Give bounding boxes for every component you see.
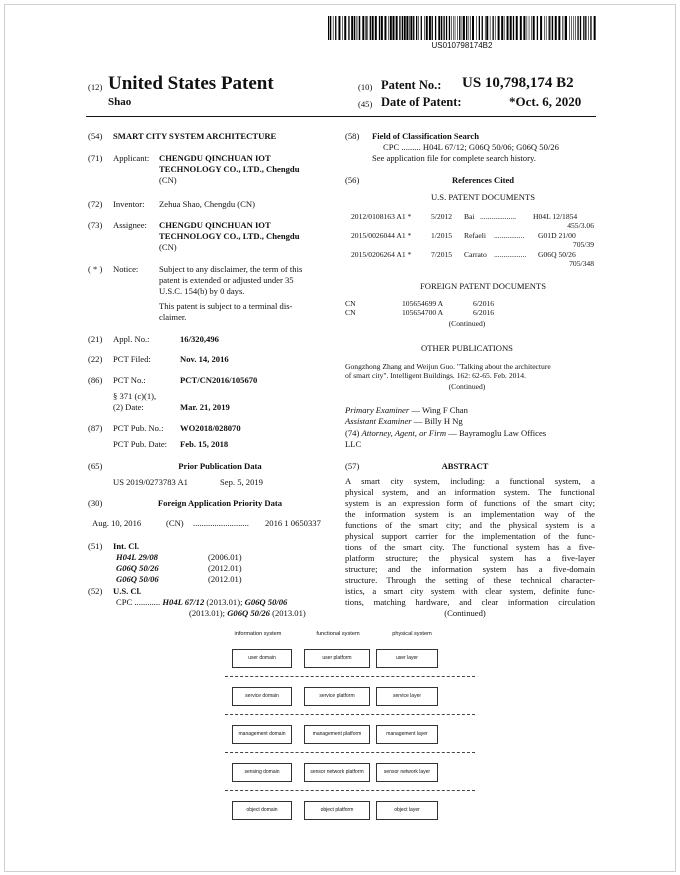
code-12: (12) [88, 82, 103, 92]
pct-pub-date-label: PCT Pub. Date: [113, 439, 168, 449]
us-cl-line-1 [116, 597, 287, 607]
barcode-bar [396, 16, 398, 40]
primary-examiner-name: — Wing F Chan [409, 405, 468, 415]
pct-date-label: (2) Date: [113, 402, 144, 412]
barcode-bar [404, 16, 406, 40]
barcode-bar [565, 16, 567, 40]
int-cl-date-2: (2012.01) [208, 563, 242, 573]
us-cl-label: U.S. Cl. [113, 586, 142, 596]
diagram-header: physical system [392, 631, 432, 637]
pct-pub-date-value: Feb. 15, 2018 [180, 439, 229, 449]
us-doc-code: H04L 12/1854 [533, 212, 578, 221]
us-doc-dots: ................ [494, 231, 525, 240]
us-cl-date-3: (2013.01) [269, 608, 306, 618]
foreign-doc-number: 105654699 A [402, 299, 444, 308]
barcode-bar [551, 16, 552, 40]
barcode-bar [569, 16, 570, 40]
barcode-bar [333, 16, 334, 40]
foreign-priority-title: Foreign Application Priority Data [157, 498, 283, 508]
us-doc-code-2: 705/39 [572, 240, 594, 249]
code-30: (30) [88, 498, 103, 508]
barcode-bar [351, 16, 353, 40]
barcode-bar [384, 16, 386, 40]
pct-371-line: § 371 (c)(1), [113, 391, 157, 401]
barcode-bar [432, 16, 433, 40]
diagram-box: object domain [232, 801, 292, 820]
barcode-bar [504, 16, 505, 40]
barcode-bar [507, 16, 509, 40]
us-doc-code-2: 705/348 [569, 259, 594, 268]
date-of-patent: *Oct. 6, 2020 [509, 94, 582, 109]
architecture-diagram [200, 622, 480, 832]
barcode-bar [372, 16, 374, 40]
pct-pub-no-value: WO2018/028070 [180, 423, 241, 433]
barcode-bar [459, 16, 460, 40]
barcode-bar [390, 16, 392, 40]
barcode-bar [429, 16, 431, 40]
barcode-bar [393, 16, 395, 40]
barcode-bar [540, 16, 542, 40]
barcode-bar [342, 16, 343, 40]
barcode-bar [531, 16, 532, 40]
barcode-bar [495, 16, 496, 40]
diagram-box: user layer [376, 649, 438, 668]
barcode-bar [470, 16, 471, 40]
assignee-label: Assignee: [113, 220, 147, 230]
foreign-doc-country: CN [345, 308, 356, 317]
us-cl-code-1: H04L 67/12 [162, 597, 205, 607]
pct-pub-no-label: PCT Pub. No.: [113, 423, 164, 433]
barcode-bar [379, 16, 380, 40]
priority-dots: .......................... [193, 518, 249, 528]
barcode-bar [388, 16, 389, 40]
assignee-line-2: TECHNOLOGY CO., LTD., Chengdu [159, 231, 300, 241]
barcode-bar [335, 16, 336, 40]
barcode-bar [501, 16, 503, 40]
diagram-header: functional system [316, 631, 360, 637]
foreign-doc-date: 6/2016 [473, 308, 495, 317]
us-doc-code: G06Q 50/26 [538, 250, 576, 259]
classification-note: See application file for complete search history. [372, 153, 536, 163]
priority-number: 2016 1 0650337 [265, 518, 321, 528]
barcode-bar [441, 16, 442, 40]
barcode-bar [424, 16, 425, 40]
us-doc-number: 2012/0108163 A1 * [351, 212, 412, 221]
pct-no-label: PCT No.: [113, 375, 146, 385]
barcode-bar [362, 16, 364, 40]
appl-no-label: Appl. No.: [113, 334, 150, 344]
other-publications-title: OTHER PUBLICATIONS [421, 343, 513, 353]
diagram-box: service platform [304, 687, 370, 706]
diagram-box: management platform [304, 725, 370, 744]
notice-line-4: This patent is subject to a terminal dis- [159, 301, 293, 311]
barcode-bar [451, 16, 452, 40]
foreign-documents-title: FOREIGN PATENT DOCUMENTS [419, 281, 547, 291]
us-doc-number: 2015/0026044 A1 * [351, 231, 412, 240]
code-73: (73) [88, 220, 103, 230]
diagram-box: service layer [376, 687, 438, 706]
abstract-continued: (Continued) [444, 608, 486, 618]
applicant-line-1: CHENGDU QINCHUAN IOT [159, 153, 271, 163]
code-54: (54) [88, 131, 103, 141]
classification-search-title: Field of Classification Search [372, 131, 480, 141]
diagram-separator [225, 714, 475, 715]
barcode-bar [472, 16, 474, 40]
appl-no-value: 16/320,496 [180, 334, 219, 344]
code-10: (10) [358, 82, 373, 92]
other-publication-line-2: of smart city". Intelligent Buildings. 162: 62-65. Feb. 2014. [345, 371, 526, 380]
us-cl-line-2 [189, 608, 306, 618]
barcode-bar [359, 16, 360, 40]
assignee-line-3: (CN) [159, 242, 177, 252]
notice-line-5: claimer. [159, 312, 187, 322]
assistant-examiner-label: Assistant Examiner [345, 416, 412, 426]
diagram-separator [225, 676, 475, 677]
barcode-bar [564, 16, 565, 40]
prior-pub-number: US 2019/0273783 A1 [113, 477, 188, 487]
barcode-bar [520, 16, 522, 40]
us-cl-date-1: (2013.01); [204, 597, 245, 607]
diagram-header: information system [234, 631, 282, 637]
code-86: (86) [88, 375, 103, 385]
notice-line-1: Subject to any disclaimer, the term of this [159, 264, 303, 274]
abstract-line: structure; and the information system has a five-domain [345, 564, 595, 574]
barcode-bar [462, 16, 463, 40]
barcode-bar [406, 16, 408, 40]
us-cl-code-2: G06Q 50/06 [244, 597, 288, 607]
barcode-bar [482, 16, 483, 40]
code-74: (74) [345, 428, 362, 438]
diagram-box: user domain [232, 649, 292, 668]
us-doc-date: 5/2012 [431, 212, 453, 221]
us-cl-code-3: G06Q 50/26 [227, 608, 270, 618]
applicant-line-3: (CN) [159, 175, 177, 185]
abstract-line: structure. Through the setting of these technical character- [345, 575, 595, 585]
header-rule [86, 116, 596, 117]
barcode-bar [510, 16, 512, 40]
barcode-bar [421, 16, 422, 40]
attorney-line-2: LLC [345, 439, 362, 449]
us-doc-name: Bai [464, 212, 475, 221]
barcode-bar [558, 16, 560, 40]
barcode-bar [588, 16, 589, 40]
int-cl-code-1: H04L 29/08 [116, 552, 158, 562]
abstract-line: system is an expression form of functions of the smart city; [345, 498, 595, 508]
inventor-short-name: Shao [108, 96, 132, 108]
abstract-line: platform structure; the physical system has a five-layer [345, 553, 595, 563]
references-cited-title: References Cited [451, 175, 515, 185]
int-cl-date-1: (2006.01) [208, 552, 242, 562]
applicant-label: Applicant: [113, 153, 150, 163]
code-52: (52) [88, 586, 103, 596]
classification-cpc: CPC ......... H04L 67/12; G06Q 50/06; G06Q 50/26 [383, 142, 559, 152]
us-documents-title: U.S. PATENT DOCUMENTS [430, 192, 536, 202]
diagram-separator [225, 752, 475, 753]
barcode-bar [435, 16, 436, 40]
diagram-box: management domain [232, 725, 292, 744]
abstract-line: physical system, and an information system. The functional [345, 487, 595, 497]
us-cl-cpc: CPC [116, 597, 133, 607]
patent-no-label: Patent No.: [381, 78, 442, 92]
barcode-bar [549, 16, 550, 40]
barcode-bar [367, 16, 368, 40]
barcode-bar [533, 16, 535, 40]
notice-label: Notice: [113, 264, 139, 274]
barcode-bar [594, 16, 596, 40]
foreign-doc-country: CN [345, 299, 356, 308]
diagram-box: user platform [304, 649, 370, 668]
barcode-bar [476, 16, 477, 40]
barcode-bar [338, 16, 340, 40]
barcode-bar [552, 16, 553, 40]
document-title: United States Patent [108, 73, 274, 94]
abstract-line: functions of the smart city; and the physical system is a [345, 520, 595, 530]
barcode-bar [479, 16, 480, 40]
barcode-bar [455, 16, 456, 40]
barcode-bar [486, 16, 488, 40]
us-doc-name: Carrato [464, 250, 487, 259]
abstract-line: A smart city system, including: a functional system, a [345, 476, 595, 486]
us-doc-code: G01D 21/00 [538, 231, 576, 240]
barcode-bar [590, 16, 591, 40]
barcode-bar [555, 16, 557, 40]
us-doc-dots: ................... [480, 212, 517, 221]
int-cl-code-2: G06Q 50/26 [116, 563, 159, 573]
abstract-line: istics, a smart city system with clear system, definite func- [345, 586, 595, 596]
diagram-box: object platform [304, 801, 370, 820]
barcode-bar [370, 16, 371, 40]
barcode-bar [446, 16, 447, 40]
inventor-value: Zehua Shao, Chengdu (CN) [159, 199, 255, 209]
barcode-bar [449, 16, 450, 40]
code-87: (87) [88, 423, 103, 433]
barcode-bar [402, 16, 403, 40]
barcode-bar [583, 16, 584, 40]
diagram-box: object layer [376, 801, 438, 820]
us-doc-number: 2015/0206264 A1 * [351, 250, 412, 259]
attorney-name: — Bayramoglu Law Offices [446, 428, 547, 438]
abstract-title: ABSTRACT [441, 461, 489, 471]
us-doc-code-2: 455/3.06 [567, 221, 594, 230]
code-45: (45) [358, 99, 373, 109]
barcode-bar [375, 16, 377, 40]
abstract-line: physical support carrier for the implementation of the func- [345, 531, 595, 541]
barcode-bar [466, 16, 467, 40]
barcode-bar [537, 16, 538, 40]
barcode-bar [516, 16, 518, 40]
code-71: (71) [88, 153, 103, 163]
barcode-bar [443, 16, 444, 40]
barcode-bar [399, 16, 400, 40]
invention-title: SMART CITY SYSTEM ARCHITECTURE [113, 131, 277, 141]
pct-filed-value: Nov. 14, 2016 [180, 354, 229, 364]
foreign-doc-date: 6/2016 [473, 299, 495, 308]
notice-line-3: U.S.C. 154(b) by 0 days. [159, 286, 245, 296]
barcode-bar [330, 16, 331, 40]
barcode-bar [354, 16, 355, 40]
other-publication-line-1: Gongzhong Zhang and Weijun Guo. "Talking about the architecture [345, 362, 551, 371]
pct-371-date: Mar. 21, 2019 [180, 402, 230, 412]
prior-pub-title: Prior Publication Data [178, 461, 262, 471]
diagram-box: service domain [232, 687, 292, 706]
barcode-bar [457, 16, 458, 40]
diagram-box: sensing domain [232, 763, 292, 782]
barcode-bar [344, 16, 346, 40]
diagram-box: sensor network layer [376, 763, 438, 782]
us-doc-date: 1/2015 [431, 231, 453, 240]
barcode-bar [358, 16, 359, 40]
notice-line-2: patent is extended or adjusted under 35 [159, 275, 294, 285]
diagram-box: management layer [376, 725, 438, 744]
barcode-bar [562, 16, 563, 40]
barcode-bar [529, 16, 530, 40]
attorney-label: Attorney, Agent, or Firm [361, 428, 447, 438]
attorney [345, 428, 546, 438]
barcode-bar [493, 16, 494, 40]
int-cl-date-3: (2012.01) [208, 574, 242, 584]
barcode-bar [523, 16, 525, 40]
priority-country: (CN) [166, 518, 184, 528]
abstract-line: tions, matching hardware, and clear information circulation [345, 597, 595, 607]
barcode-bar [409, 16, 410, 40]
date-of-patent-label: Date of Patent: [381, 95, 462, 109]
abstract-line: the information system is an implementation way of the [345, 509, 595, 519]
diagram-separator [225, 790, 475, 791]
barcode-bar [438, 16, 440, 40]
barcode-bar [463, 16, 465, 40]
barcode-bar [573, 16, 574, 40]
barcode-bar [580, 16, 581, 40]
code-57: (57) [345, 461, 360, 471]
diagram-box: sensor network platform [304, 763, 370, 782]
barcode-bar [527, 16, 528, 40]
code-56: (56) [345, 175, 360, 185]
barcode-bar [498, 16, 500, 40]
barcode-bar [490, 16, 491, 40]
us-cl-date-2: (2013.01); [189, 608, 228, 618]
barcode-bar [328, 16, 329, 40]
code-21: (21) [88, 334, 103, 344]
primary-examiner-label: Primary Examiner [345, 405, 410, 415]
patent-number: US 10,798,174 B2 [462, 75, 574, 91]
references-continued: (Continued) [448, 319, 486, 328]
pct-no-value: PCT/CN2016/105670 [180, 375, 258, 385]
us-doc-date: 7/2015 [431, 250, 453, 259]
barcode-bar [577, 16, 578, 40]
barcode-bar [575, 16, 576, 40]
assistant-examiner-name: — Billy H Ng [411, 416, 463, 426]
barcode-bar [348, 16, 349, 40]
abstract-line: tions of the smart city. The functional system has a five- [345, 542, 595, 552]
code-58: (58) [345, 131, 360, 141]
assistant-examiner [345, 416, 463, 426]
us-cl-dots: ............ [134, 597, 161, 607]
barcode-bar [513, 16, 514, 40]
barcode-bar [485, 16, 486, 40]
code-22: (22) [88, 354, 103, 364]
code-notice: ( * ) [88, 264, 103, 274]
barcode [328, 16, 596, 40]
barcode-bar [469, 16, 470, 40]
barcode-bar [453, 16, 454, 40]
barcode-bar [426, 16, 428, 40]
us-doc-name: Refaeli [464, 231, 486, 240]
foreign-doc-number: 105654700 A [402, 308, 444, 317]
other-publications-continued: (Continued) [448, 382, 486, 391]
barcode-bar [416, 16, 417, 40]
pct-filed-label: PCT Filed: [113, 354, 151, 364]
int-cl-label: Int. Cl. [113, 541, 140, 551]
barcode-bar [410, 16, 412, 40]
code-51: (51) [88, 541, 103, 551]
inventor-label: Inventor: [113, 199, 145, 209]
code-65: (65) [88, 461, 103, 471]
barcode-bar [356, 16, 357, 40]
barcode-bar [418, 16, 419, 40]
int-cl-code-3: G06Q 50/06 [116, 574, 159, 584]
barcode-bar [571, 16, 572, 40]
priority-date: Aug. 10, 2016 [92, 518, 142, 528]
assignee-line-1: CHENGDU QINCHUAN IOT [159, 220, 271, 230]
applicant-line-2: TECHNOLOGY CO., LTD., Chengdu [159, 164, 300, 174]
barcode-bar [544, 16, 545, 40]
us-doc-dots: ................. [494, 250, 527, 259]
barcode-bar [365, 16, 366, 40]
code-72: (72) [88, 199, 103, 209]
prior-pub-date: Sep. 5, 2019 [220, 477, 263, 487]
barcode-number: US010798174B2 [431, 41, 493, 50]
barcode-bar [413, 16, 414, 40]
barcode-bar [585, 16, 586, 40]
barcode-bar [381, 16, 383, 40]
barcode-bar [546, 16, 547, 40]
primary-examiner [345, 405, 468, 415]
